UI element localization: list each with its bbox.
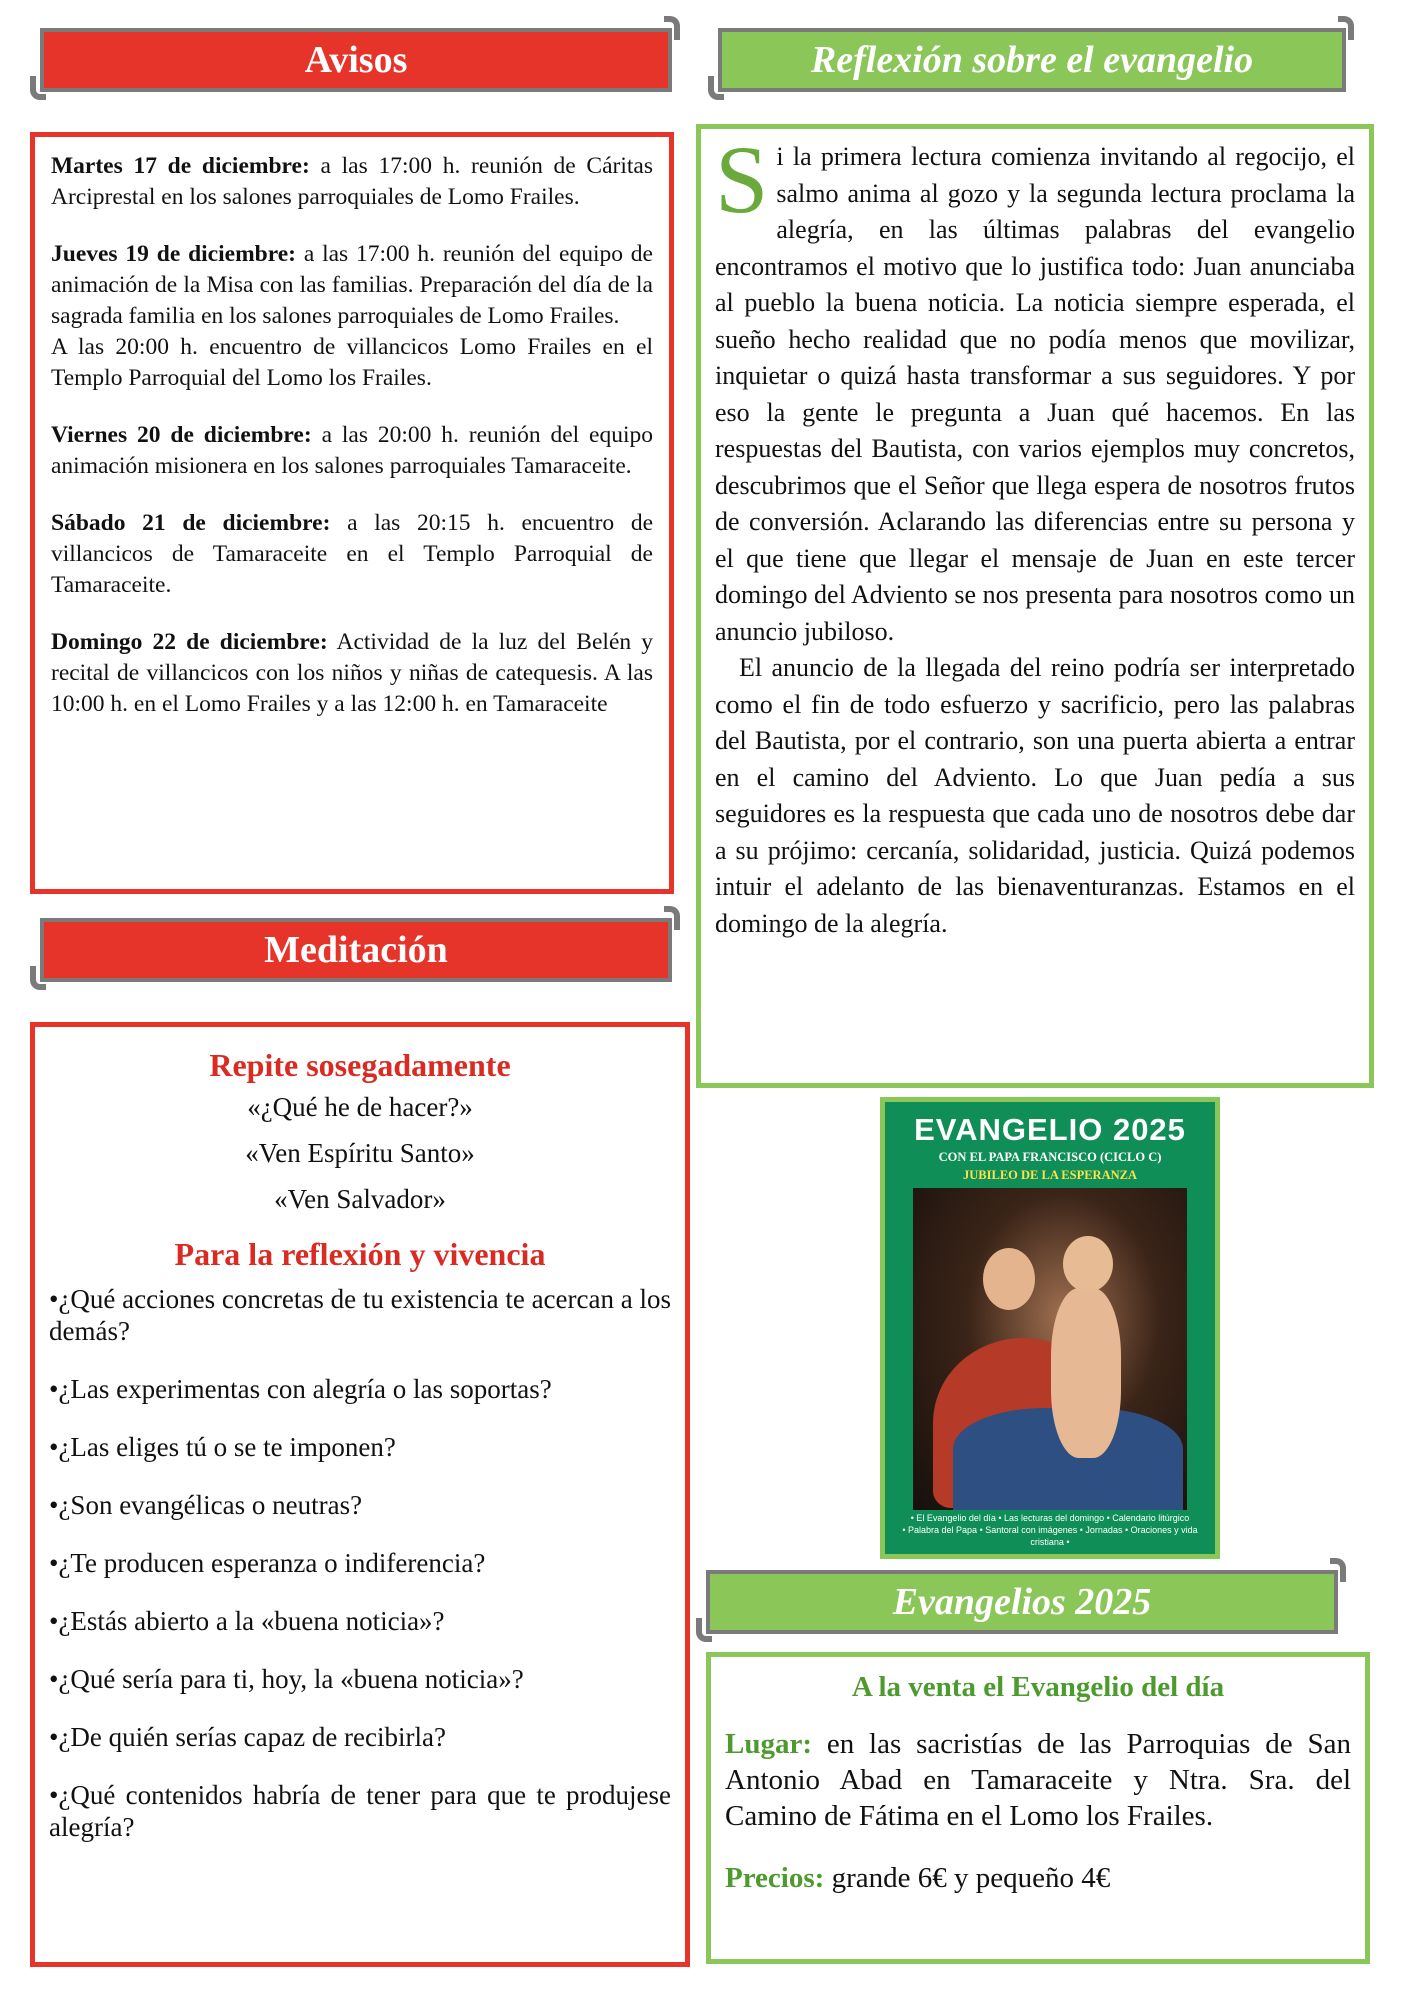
bullet-item: •¿Qué contenidos habría de tener para que te produjese alegría? [49, 1780, 671, 1842]
meditacion-phrase: «¿Qué he de hacer?» [247, 1092, 473, 1122]
evangelios-heading: A la venta el Evangelio del día [851, 1671, 1225, 1703]
aviso-item: Viernes 20 de diciembre: a las 20:00 h. reunión del equipo animación misionera en los salones parroquiales Tamaraceite. [51, 422, 653, 479]
bullet-item: •¿Las eliges tú o se te imponen? [49, 1432, 396, 1462]
scroll-curl-icon [696, 1618, 712, 1642]
bullet-item: •¿Son evangélicas o neutras? [49, 1490, 363, 1520]
evangelios-title: Evangelios 2025 [706, 1570, 1338, 1634]
bullet-item: •¿Qué acciones concretas de tu existencia te acercan a los demás? [49, 1284, 671, 1346]
avisos-box [30, 132, 674, 894]
scroll-curl-icon [30, 966, 46, 990]
reflexion-box [696, 124, 1374, 1088]
bullet-item: •¿Te producen esperanza o indiferencia? [49, 1548, 486, 1578]
meditacion-banner [30, 912, 680, 982]
bullet-item: •¿De quién serías capaz de recibirla? [49, 1722, 446, 1752]
evangelios-box [706, 1652, 1370, 1964]
meditacion-bullet-list [49, 1283, 671, 1843]
reflexion-paragraph: El anuncio de la llegada del reino podría ser interpretado como el fin de todo esfuerzo y sacrificio, pero las palabras del Bautista, por el contrario, son una puerta abierta a entrar en el camino del Adviento. Lo que Juan pedía a sus seguidores es la respuesta que cada uno de nosotros debe dar a su prójimo: cercanía, solidaridad, justicia. Quizá podemos intuir el adelanto de las bienaventuranzas. Estamos en el domingo de la alegría. [715, 653, 1355, 938]
meditacion-phrase: «Ven Salvador» [274, 1184, 446, 1214]
aviso-item: Martes 17 de diciembre: a las 17:00 h. reunión de Cáritas Arciprestal en los salones parroquiales de Lomo Frailes. [51, 153, 653, 210]
dropcap: S [715, 126, 769, 233]
aviso-item: Sábado 21 de diciembre: a las 20:15 h. encuentro de villancicos de Tamaraceite en el Templo Parroquial de Tamaraceite. [51, 510, 654, 598]
lugar-text: Lugar: en las sacristías de las Parroquias de San Antonio Abad en Tamaraceite y Ntra. Sra. del Camino de Fátima en el Lomo los Frailes. [725, 1728, 1351, 1832]
evangelios-banner [696, 1564, 1346, 1634]
cover-tagline: JUBILEO DE LA ESPERANZA [963, 1168, 1137, 1182]
reflexion-paragraph: Si la primera lectura comienza invitando al regocijo, el salmo anima al gozo y la segunda lectura proclama la alegría, en las últimas palabras del evangelio encontramos el motivo que lo justifica todo: Juan anunciaba al pueblo la buena noticia. La noticia siempre esperada, el sueño hecho realidad que no podía menos que movilizar, inquietar o quizá hasta transformar a sus seguidores. Y por eso la gente le pregunta a Juan qué hacemos. En las respuestas del Bautista, con varios ejemplos muy concretos, descubrimos que el Señor que llega espera de nosotros frutos de conversión. Aclarando las diferencias entre su persona y el que tiene que llegar el mensaje de Juan en este tercer domingo del Adviento se nos presenta para nosotros como un anuncio jubiloso. [715, 126, 1355, 646]
bullet-item: •¿Las experimentas con alegría o las soportas? [49, 1374, 552, 1404]
cover-title: EVANGELIO 2025 [914, 1112, 1186, 1147]
reflexion-banner [708, 22, 1354, 92]
scroll-curl-icon [708, 76, 724, 100]
avisos-banner [30, 22, 680, 92]
meditacion-subtitle: Para la reflexión y vivencia [174, 1236, 546, 1272]
aviso-item: Jueves 19 de diciembre: a las 17:00 h. reunión del equipo de animación de la Misa con las familias. Preparación del día de la sagrada familia en los salones parroquiales de Lomo Frailes. A las 20:00 h. encuentro de villancicos Lomo Frailes en el Templo Parroquial del Lomo los Frailes. [51, 241, 653, 391]
bullet-item: •¿Qué sería para ti, hoy, la «buena noticia»? [49, 1664, 524, 1694]
avisos-title: Avisos [40, 28, 672, 92]
meditacion-phrase: «Ven Espíritu Santo» [245, 1138, 475, 1168]
meditacion-title: Meditación [40, 918, 672, 982]
evangelio-cover-image [880, 1097, 1220, 1559]
scroll-curl-icon [30, 76, 46, 100]
cover-subtitle: CON EL PAPA FRANCISCO (CICLO C) [938, 1150, 1162, 1164]
madonna-painting [913, 1188, 1187, 1510]
meditacion-box [30, 1022, 690, 1967]
cover-footer: • El Evangelio del día • Las lecturas del domingo • Calendario litúrgico • Palabra del Papa • Santoral con imágenes • Jornadas • Oraciones y vida cristiana • [902, 1513, 1198, 1547]
precios-text: Precios: grande 6€ y pequeño 4€ [725, 1862, 1111, 1894]
reflexion-title: Reflexión sobre el evangelio [718, 28, 1346, 92]
meditacion-subtitle: Repite sosegadamente [209, 1047, 511, 1083]
aviso-item: Domingo 22 de diciembre: Actividad de la luz del Belén y recital de villancicos con los niños y niñas de catequesis. A las 10:00 h. en el Lomo Frailes y a las 12:00 h. en Tamaraceite [51, 629, 653, 717]
bullet-item: •¿Estás abierto a la «buena noticia»? [49, 1606, 445, 1636]
